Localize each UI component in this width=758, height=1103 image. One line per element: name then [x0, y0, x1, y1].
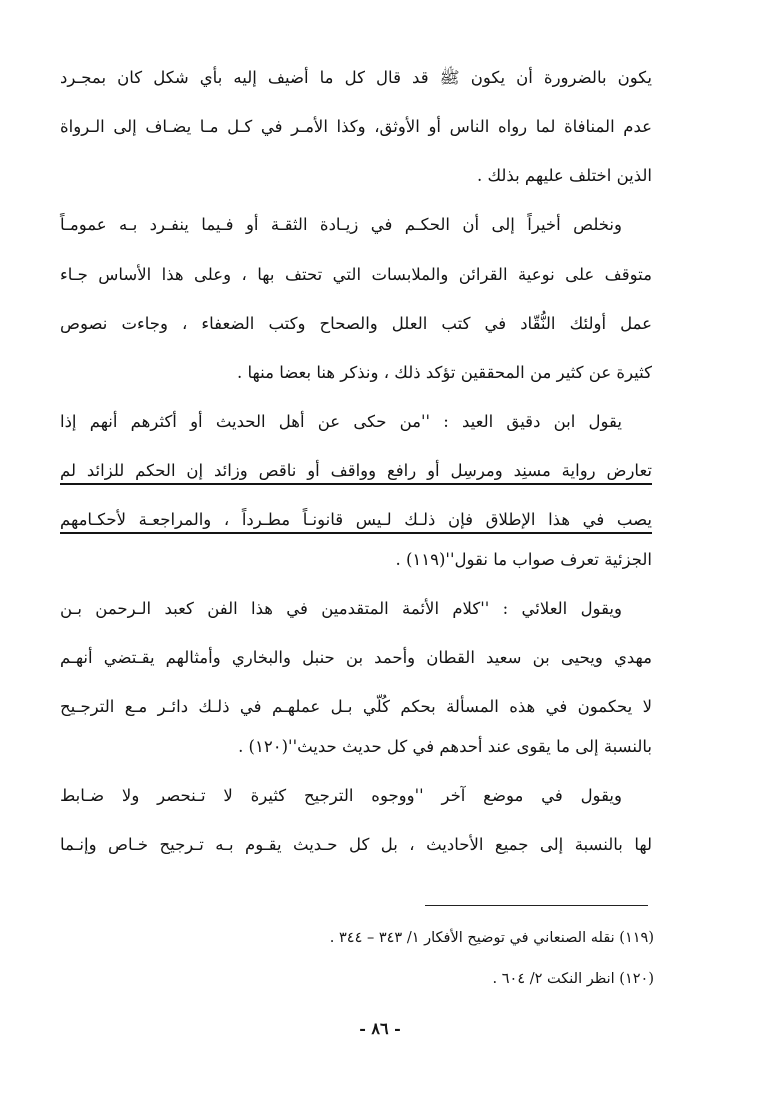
footnote-separator	[425, 905, 648, 906]
body-line-12: ويقول العلائي : ''كلام الأئمة المتقدمين في هذا الفن كعبد الـرحمن بـن	[60, 599, 622, 618]
body-line-3: الذين اختلف عليهم بذلك .	[476, 166, 652, 185]
body-line-16: ويقول في موضع آخر ''ووجوه الترجيح كثيرة لا تـنحصر ولا ضـابط	[60, 786, 622, 805]
quote-line-2: تعارض رواية مسنِد ومرسِل أو رافع وواقف أو ناقص وزائد إن الحكم للزائد لم	[60, 461, 652, 480]
body-line-17: لها بالنسبة إلى جميع الأحاديث ، بل كل حـديث يقـوم بـه تـرجيح خـاص وإنـما	[60, 835, 652, 854]
footnote-119: (١١٩) نقله الصنعاني في توضيح الأفكار ١/ ٣٤٣ – ٣٤٤ .	[329, 930, 654, 946]
quote-line-1: يقول ابن دقيق العيد : ''من حكى عن أهل الحديث أو أكثرهم أنهم إذا	[60, 412, 622, 431]
body-line-13: مهدي ويحيى بن سعيد القطان وأحمد بن حنبل والبخاري وأمثالهم يقـتضي أنهـم	[60, 648, 652, 667]
body-line-1: يكون بالضرورة أن يكون ﷺ قد قال كل ما أضيف إليه بأي شكل كان بمجـرد	[60, 68, 652, 87]
body-line-4: ونخلص أخيراً إلى أن الحكـم في زيـادة الثقـة أو فـيما ينفـرد بـه عمومـاً	[60, 215, 622, 234]
body-line-2: عدم المنافاة لما رواه الناس أو الأوثق، وكذا الأمـر في كـل مـا يضـاف إلى الـرواة	[60, 117, 652, 136]
page-number: - ٨٦ -	[359, 1019, 401, 1038]
body-line-6: عمل أولئك النُّقّاد في كتب العلل والصحاح وكتب الضعفاء ، وجاءت نصوص	[60, 314, 652, 333]
body-line-7: كثيرة عن كثير من المحققين تؤكد ذلك ، ونذكر هنا بعضا منها .	[237, 363, 652, 382]
body-line-5: متوقف على نوعية القرائن والملابسات التي تحتف بها ، وعلى هذا الأساس جـاء	[60, 265, 652, 284]
body-line-14: لا يحكمون في هذه المسألة بحكم كُلّي بـل عملهـم في ذلـك دائـر مـع الترجـيح	[60, 697, 652, 716]
body-line-15: بالنسبة إلى ما يقوى عند أحدهم في كل حديث حديث''(١٢٠) .	[238, 737, 652, 756]
footnote-120: (١٢٠) انظر النكت ٢/ ٦٠٤ .	[492, 971, 654, 987]
quote-line-3: يصب في هذا الإطلاق فإن ذلـك لـيس قانونـاً مطـرداً ، والمراجعـة لأحكـامهم	[60, 510, 652, 529]
quote-line-4: الجزئية تعرف صواب ما نقول''(١١٩) .	[395, 550, 652, 569]
